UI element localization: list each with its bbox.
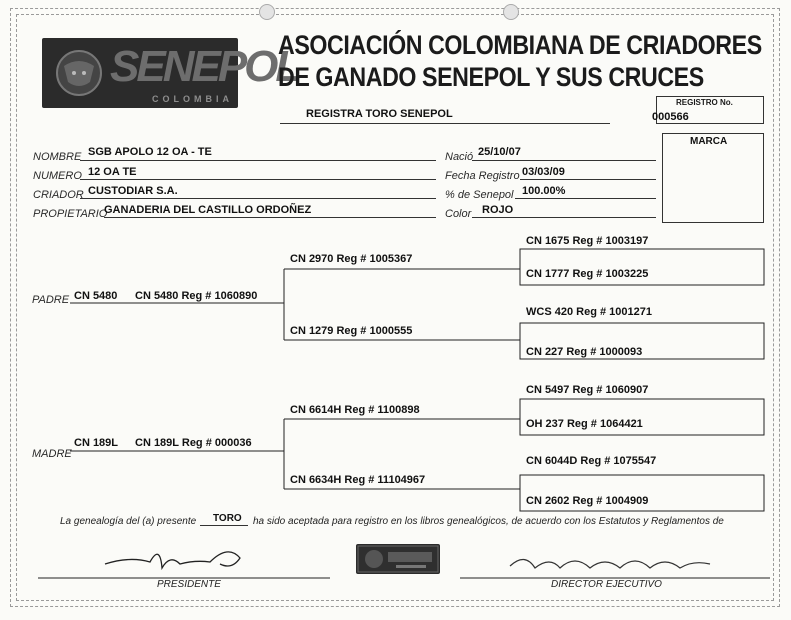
pmm: CN 227 Reg # 1000093: [526, 346, 643, 358]
color-value: ROJO: [482, 204, 514, 216]
madre-madre: CN 6634H Reg # 11104967: [290, 474, 426, 486]
propietario-label: PROPIETARIO: [33, 208, 108, 220]
title-line-2: DE GANADO SENEPOL Y SUS CRUCES: [278, 62, 704, 92]
seal-mark-icon: [356, 544, 440, 574]
fecha-registro-label: Fecha Registro: [445, 170, 520, 182]
ppp: CN 1675 Reg # 1003197: [526, 235, 649, 247]
nacio-value: 25/10/07: [478, 146, 521, 158]
mmm: CN 2602 Reg # 1004909: [526, 495, 649, 507]
fecha-registro-value: 03/03/09: [522, 166, 565, 178]
senepol-pct-value: 100.00%: [522, 185, 566, 197]
senepol-pct-label: % de Senepol: [445, 189, 514, 201]
logo-subtitle: COLOMBIA: [152, 94, 233, 104]
mpp: CN 5497 Reg # 1060907: [526, 384, 649, 396]
nacio-label: Nació: [445, 151, 474, 163]
padre-label: PADRE: [32, 294, 70, 306]
criador-label: CRIADOR: [33, 189, 84, 201]
registro-label: REGISTRO No.: [676, 98, 733, 107]
madre-padre: CN 6614H Reg # 1100898: [290, 404, 420, 416]
madre-short: CN 189L: [74, 437, 119, 449]
director-signature: [505, 548, 715, 578]
padre-reg: CN 5480 Reg # 1060890: [135, 290, 258, 302]
nombre-value: SGB APOLO 12 OA - TE: [88, 146, 212, 158]
madre-label: MADRE: [32, 448, 72, 460]
statement-a: La genealogía del (a) presente: [60, 516, 197, 527]
statement-b: ha sido aceptada para registro en los libros genealógicos, de acuerdo con los Estatutos y Reglamentos de: [253, 516, 724, 527]
pmp: WCS 420 Reg # 1001271: [526, 306, 652, 318]
mmp: CN 6044D Reg # 1075547: [526, 455, 657, 467]
statement-underline: [200, 525, 248, 526]
presidente-label: PRESIDENTE: [157, 579, 221, 590]
padre-padre: CN 2970 Reg # 1005367: [290, 253, 413, 265]
numero-label: NUMERO: [33, 170, 82, 182]
registry-subtitle: REGISTRA TORO SENEPOL: [306, 108, 453, 120]
padre-madre: CN 1279 Reg # 1000555: [290, 325, 413, 337]
color-label: Color: [445, 208, 472, 220]
registro-value: 000566: [652, 111, 689, 123]
seal-logo: [356, 544, 440, 574]
logo-wordmark: SENEPOL: [110, 42, 300, 91]
marca-label: MARCA: [690, 136, 728, 147]
ppm: CN 1777 Reg # 1003225: [526, 268, 649, 280]
padre-short: CN 5480: [74, 290, 118, 302]
nombre-label: NOMBRE: [33, 151, 82, 163]
criador-value: CUSTODIAR S.A.: [88, 185, 178, 197]
director-label: DIRECTOR EJECUTIVO: [551, 579, 662, 590]
propietario-value: GANADERIA DEL CASTILLO ORDOÑEZ: [104, 204, 312, 216]
title-line-1: ASOCIACIÓN COLOMBIANA DE CRIADORES: [278, 30, 762, 60]
numero-value: 12 OA TE: [88, 166, 137, 178]
president-signature: [100, 534, 260, 580]
madre-reg: CN 189L Reg # 000036: [135, 437, 252, 449]
mpm: OH 237 Reg # 1064421: [526, 418, 643, 430]
statement-value: TORO: [213, 513, 242, 524]
